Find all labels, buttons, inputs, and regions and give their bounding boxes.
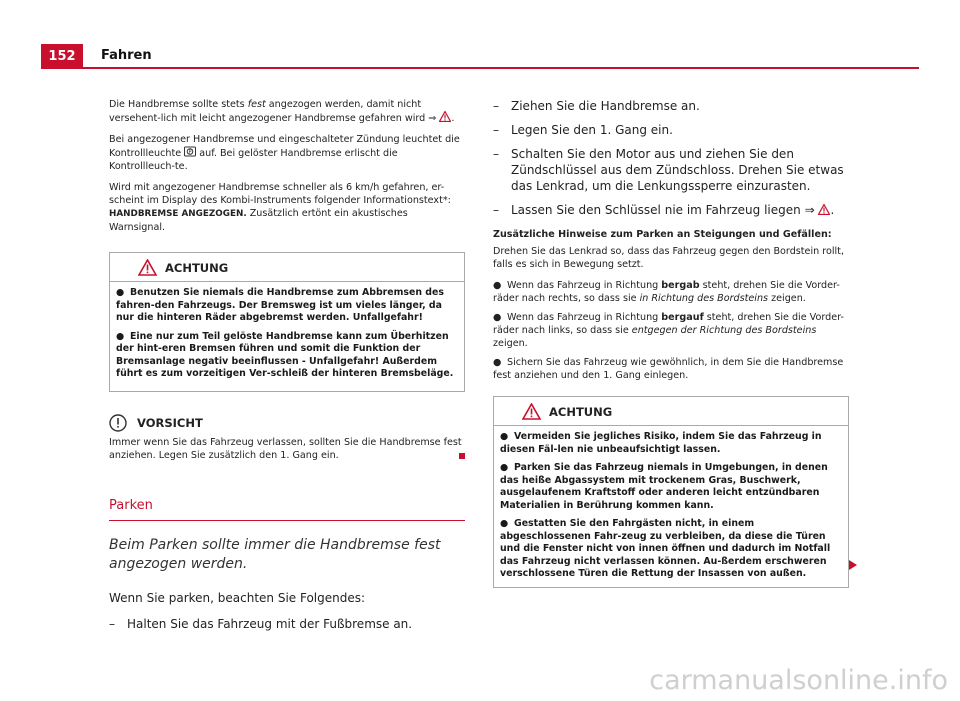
achtung-body (110, 282, 464, 391)
list-item (116, 287, 458, 325)
achtung-title: ACHTUNG (549, 404, 613, 419)
text-span: steht, drehen Sie die Vorder-räder nach rechts, so dass sie (493, 280, 840, 304)
dash: – (493, 203, 499, 217)
achtung-title: ACHTUNG (165, 260, 229, 275)
warning-triangle-icon (522, 403, 541, 420)
left-column (109, 98, 465, 640)
warning-triangle-icon (138, 259, 157, 276)
dash: – (109, 616, 115, 631)
list-item-text: Vermeiden Sie jegliches Risiko, indem Sie das Fahrzeug in diesen Fäl-len nie unbeaufsichtigt lassen. (500, 431, 822, 455)
step-text: Schalten Sie den Motor aus und ziehen Sie den Zündschlüssel aus dem Zündschloss. Drehen Sie etwas das Lenkrad, um die Lenkungssperre einzurasten. (511, 147, 844, 193)
bullet: ● (493, 357, 502, 368)
step-text: Lassen Sie den Schlüssel nie im Fahrzeug liegen ⇒ (511, 203, 819, 217)
watermark: carmanualsonline.info (649, 665, 948, 696)
hints-heading: Zusätzliche Hinweise zum Parken an Steigungen und Gefällen: (493, 229, 832, 240)
list-item-text: Gestatten Sie den Fahrgästen nicht, in einem abgeschlossenen Fahr-zeug zu verbleiben, da diese die Türen und die Fenster nicht von innen öffnen und dadurch im Notfall das Fahrzeug nicht verlassen können. Au-ßerdem erschweren verschlossene Türen die Rettung der Insassen von außen. (500, 518, 831, 579)
achtung-header (110, 253, 464, 282)
text-span: zeigen. (768, 293, 806, 304)
section-title: Fahren (101, 48, 152, 63)
achtung-body (494, 426, 848, 587)
vorsicht-title: VORSICHT (137, 415, 203, 430)
step-item (493, 98, 849, 114)
text-span: steht, drehen Sie die Vorder-räder nach links, so dass sie (493, 312, 844, 336)
achtung-header (494, 397, 848, 426)
right-column (493, 98, 849, 588)
handbrake-lamp-icon (184, 146, 196, 157)
text-span: auf. Bei gelöster Handbremse erlischt die Kontrollleuch-te. (109, 148, 398, 172)
text-span: angezogen werden, damit nicht versehent-lich mit leicht angezogener Handbremse gefahren wird ⇒ (109, 99, 440, 124)
step-item (493, 122, 849, 138)
list-item (493, 279, 849, 305)
end-square-icon (459, 453, 465, 459)
bullet: ● (493, 312, 502, 323)
text-span: Wenn das Fahrzeug in Richtung (507, 280, 662, 291)
text-span: Zusätzlich ertönt ein akustisches Warnsignal. (109, 208, 408, 233)
list-item (116, 331, 458, 381)
bullet: ● (500, 462, 509, 473)
vorsicht-header (109, 414, 465, 432)
list-item (500, 518, 842, 581)
emphasis-entgegen: entgegen der Richtung des Bordsteins (631, 325, 817, 336)
display-message: HANDBREMSE ANGEZOGEN. (109, 209, 247, 219)
exclamation-circle-icon (109, 414, 127, 432)
next-page-arrow-icon[interactable] (849, 560, 857, 570)
paragraph-informationstext (109, 181, 465, 234)
emphasis-fest: fest (247, 99, 266, 110)
list-item (500, 462, 842, 512)
warning-triangle-icon[interactable] (439, 111, 451, 122)
list-item-text: Sichern Sie das Fahrzeug wie gewöhnlich, in dem Sie die Handbremse fest anziehen und den 1. Gang einlegen. (493, 357, 844, 381)
hints-text: Drehen Sie das Lenkrad so, dass das Fahrzeug gegen den Bordstein rollt, falls es sich in Bewegung setzt. (493, 246, 844, 270)
parken-heading: Parken (109, 498, 465, 521)
emphasis-bergauf: bergauf (661, 312, 704, 323)
list-item-text: Parken Sie das Fahrzeug niemals in Umgebungen, in denen das heiße Abgassystem mit trockenem Gras, Buschwerk, ausgelaufenem Kraftstoff oder anderen leicht entzündbaren Materialien in Berührung kommen kann. (500, 462, 828, 511)
list-item (493, 311, 849, 350)
bullet: ● (493, 280, 502, 291)
text-span: Wenn das Fahrzeug in Richtung (507, 312, 662, 323)
text-span: Die Handbremse sollte stets (109, 99, 248, 110)
text-span: . (451, 113, 455, 124)
list-item-text: Benutzen Sie niemals die Handbremse zum Abbremsen des fahren-den Fahrzeugs. Der Bremsweg ist um vieles länger, da nur die hinteren Räder abgebremst werden. Unfallgefahr! (116, 287, 444, 323)
emphasis-richtung: in Richtung des Bordsteins (639, 293, 769, 304)
step-text: Halten Sie das Fahrzeug mit der Fußbremse an. (127, 616, 413, 631)
list-item (500, 431, 842, 456)
dash: – (493, 99, 499, 113)
bullet: ● (500, 518, 509, 529)
text-span: Bei angezogener Handbremse und eingeschalteter Zündung leuchtet die Kontrollleuchte (109, 134, 460, 159)
step-item (109, 616, 465, 632)
vorsicht-text (109, 436, 465, 462)
achtung-box-left (109, 252, 465, 392)
parken-lead: Wenn Sie parken, beachten Sie Folgendes: (109, 590, 366, 605)
list-item (493, 356, 849, 382)
bullet: ● (116, 287, 125, 298)
page-number: 152 (41, 44, 83, 69)
paragraph-handbrake-fest (109, 98, 465, 125)
dash: – (493, 147, 499, 161)
header-rule (83, 67, 919, 69)
emphasis-bergab: bergab (661, 280, 700, 291)
text-span: Wird mit angezogener Handbremse schneller als 6 km/h gefahren, er-scheint im Display des Kombi-Instruments folgender Informationstext*: (109, 182, 451, 206)
bullet: ● (500, 431, 509, 442)
warning-triangle-icon[interactable] (818, 204, 830, 215)
dash: – (493, 123, 499, 137)
step-item (493, 146, 849, 194)
achtung-box-right (493, 396, 849, 588)
step-text: Legen Sie den 1. Gang ein. (511, 123, 673, 137)
step-item: – Lassen Sie den Schlüssel nie im Fahrzeug liegen ⇒ . (493, 203, 835, 217)
list-item-text: Eine nur zum Teil gelöste Handbremse kann zum Überhitzen der hint-eren Bremsen führen und somit die Funktion der Bremsanlage negativ beeinflussen - Unfallgefahr! Außerdem führt es zum vorzeitigen Ver-schleiß der hinteren Bremsbeläge. (116, 330, 454, 379)
paragraph-kontrollleuchte (109, 133, 465, 173)
text-span: zeigen. (493, 338, 528, 349)
svg-text:P: P (188, 149, 192, 156)
bullet: ● (116, 330, 125, 342)
step-text: Ziehen Sie die Handbremse an. (511, 99, 700, 113)
vorsicht-text-span: Immer wenn Sie das Fahrzeug verlassen, sollten Sie die Handbremse fest anziehen. Legen Sie zusätzlich den 1. Gang ein. (109, 436, 462, 461)
parken-intro: Beim Parken sollte immer die Handbremse fest angezogen werden. (109, 536, 441, 572)
